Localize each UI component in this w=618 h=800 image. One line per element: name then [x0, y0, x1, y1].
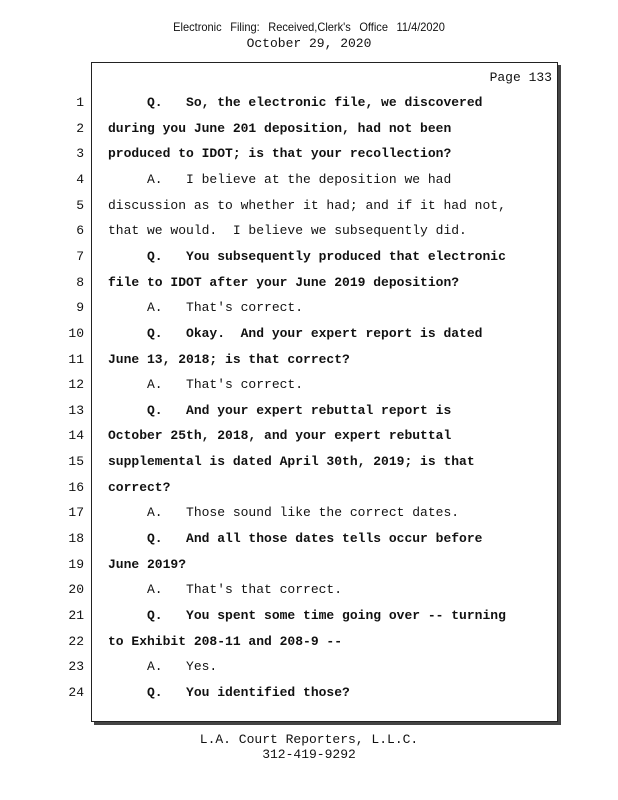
- line-number: 18: [68, 531, 84, 546]
- transcript-line-text: Q. Okay. And your expert report is dated: [108, 326, 483, 341]
- transcript-line-text: supplemental is dated April 30th, 2019; is that: [108, 454, 475, 469]
- transcript-line-text: A. Those sound like the correct dates.: [108, 505, 460, 520]
- transcript-line-text: file to IDOT after your June 2019 deposition?: [108, 275, 460, 290]
- line-number: 8: [76, 275, 84, 290]
- transcript-line-text: Q. And your expert rebuttal report is: [108, 403, 452, 418]
- filing-stamp: Electronic Filing: Received,Clerk's Office 11/4/2020: [173, 20, 445, 34]
- line-number: 7: [76, 249, 84, 264]
- line-number: 24: [68, 685, 84, 700]
- transcript-line-text: Q. And all those dates tells occur before: [108, 531, 483, 546]
- reporter-phone: 312-419-9292: [262, 747, 356, 762]
- transcript-line-text: A. That's correct.: [108, 300, 304, 315]
- line-number: 14: [68, 428, 84, 443]
- transcript-line-text: June 13, 2018; is that correct?: [108, 352, 350, 367]
- line-number: 20: [68, 582, 84, 597]
- line-number: 4: [76, 172, 84, 187]
- line-number: 23: [68, 659, 84, 674]
- transcript-line-text: Q. You subsequently produced that electronic: [108, 249, 506, 264]
- transcript-line-text: discussion as to whether it had; and if it had not,: [108, 198, 506, 213]
- transcript-line-text: A. I believe at the deposition we had: [108, 172, 452, 187]
- line-number: 16: [68, 480, 84, 495]
- line-number: 10: [68, 326, 84, 341]
- transcript-line-text: that we would. I believe we subsequently did.: [108, 223, 467, 238]
- transcript-line-text: during you June 201 deposition, had not been: [108, 121, 452, 136]
- transcript-line-text: A. Yes.: [108, 659, 218, 674]
- transcript-line-text: A. That's correct.: [108, 377, 304, 392]
- line-number: 12: [68, 377, 84, 392]
- line-number: 21: [68, 608, 84, 623]
- line-number: 19: [68, 557, 84, 572]
- line-number: 11: [68, 352, 84, 367]
- page-number: Page 133: [489, 70, 552, 85]
- transcript-line-text: Q. You spent some time going over -- turning: [108, 608, 506, 623]
- transcript-line-text: A. That's that correct.: [108, 582, 343, 597]
- line-number: 1: [76, 95, 84, 110]
- transcript-page-frame: [91, 62, 558, 722]
- transcript-line-text: Q. So, the electronic file, we discovered: [108, 95, 483, 110]
- line-number: 13: [68, 403, 84, 418]
- line-number: 6: [76, 223, 84, 238]
- line-number: 2: [76, 121, 84, 136]
- line-number: 17: [68, 505, 84, 520]
- line-number: 5: [76, 198, 84, 213]
- reporter-company: L.A. Court Reporters, L.L.C.: [199, 732, 419, 747]
- transcript-line-text: October 25th, 2018, and your expert rebuttal: [108, 428, 452, 443]
- line-number: 9: [76, 300, 84, 315]
- transcript-line-text: correct?: [108, 480, 171, 495]
- transcript-line-text: produced to IDOT; is that your recollection?: [108, 146, 452, 161]
- transcript-line-text: June 2019?: [108, 557, 187, 572]
- transcript-line-text: Q. You identified those?: [108, 685, 350, 700]
- transcript-line-text: to Exhibit 208-11 and 208-9 --: [108, 634, 343, 649]
- line-number: 15: [68, 454, 84, 469]
- filing-date: October 29, 2020: [246, 36, 372, 51]
- line-number: 3: [76, 146, 84, 161]
- line-number: 22: [68, 634, 84, 649]
